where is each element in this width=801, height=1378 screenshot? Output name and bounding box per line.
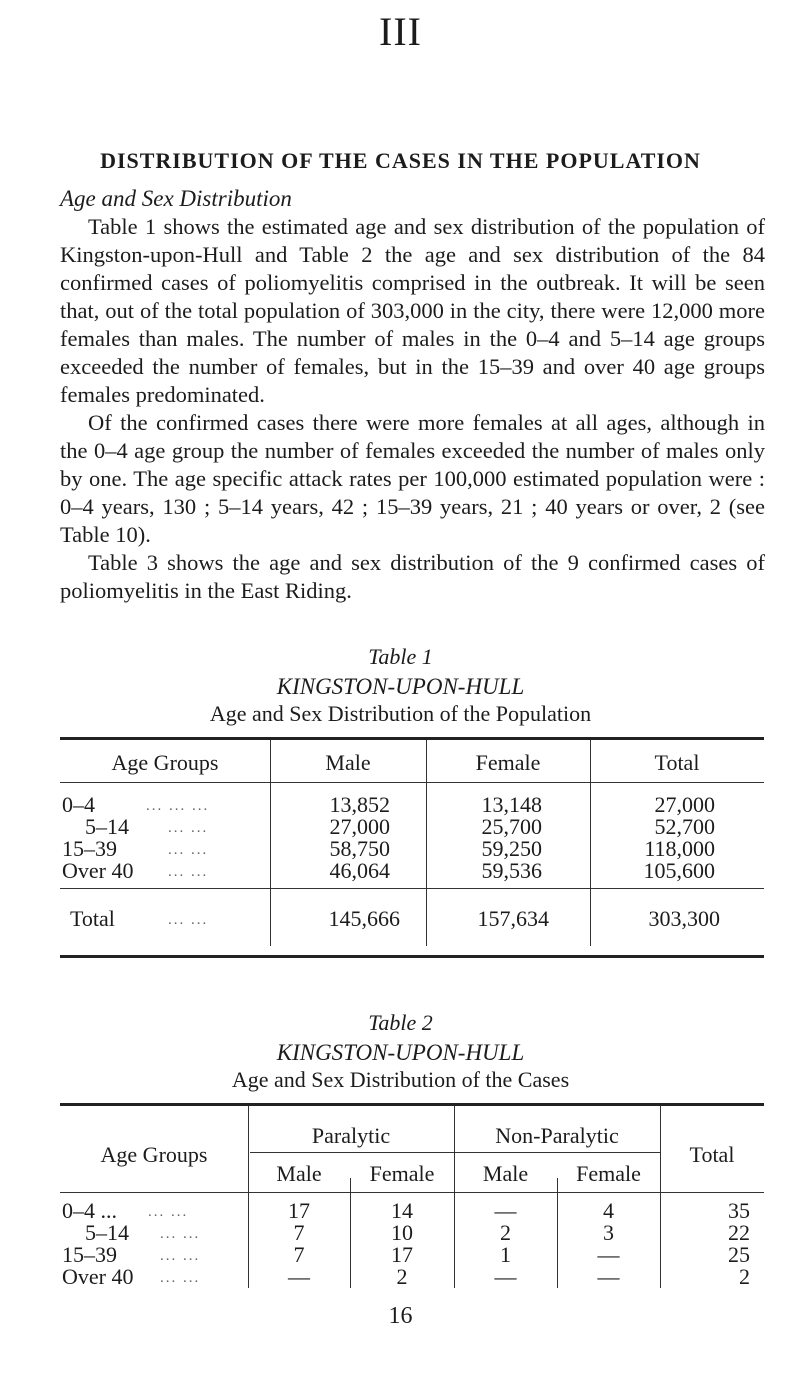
table2-title: KINGSTON-UPON-HULL: [276, 1040, 525, 1065]
table1-header-male: Male: [325, 750, 371, 775]
table2-row-p-male: —: [288, 1264, 310, 1289]
table1-header-total: Total: [654, 750, 700, 775]
table1-row-leader: ... ...: [168, 820, 209, 836]
table2-sub-nonparalytic-female: Female: [576, 1161, 641, 1186]
table2-header-nonparalytic: Non-Paralytic: [495, 1123, 619, 1148]
table2-header-total: Total: [689, 1142, 735, 1167]
table2-row-n-female: —: [597, 1264, 620, 1289]
table1-total-label: Total: [70, 906, 115, 931]
chapter-number: III: [379, 9, 422, 54]
table2-row-n-female: 3: [603, 1220, 614, 1245]
table1-total-total: 303,300: [648, 906, 720, 931]
table1-row-total: 52,700: [654, 814, 715, 839]
table2-row-p-male: 7: [293, 1220, 305, 1245]
table2-row-age: 15–39: [62, 1242, 117, 1267]
table2-header-rule: [60, 1192, 764, 1193]
table2-header-age: Age Groups: [100, 1142, 208, 1167]
table2-row-total: 25: [728, 1242, 750, 1267]
table2-row-p-male: 17: [288, 1198, 310, 1223]
table2-row-leader: ... ...: [160, 1226, 201, 1242]
table1-row-leader: ... ...: [168, 864, 209, 880]
table1-header-female: Female: [475, 750, 541, 775]
table1-top-rule: [60, 737, 764, 740]
table1-label: Table 1: [368, 644, 433, 669]
table1-row-leader: ... ...: [168, 842, 209, 858]
table2-header-paralytic: Paralytic: [311, 1123, 391, 1148]
table1-subtitle: Age and Sex Distribution of the Population: [209, 701, 592, 726]
table1-bottom-rule: [60, 955, 764, 958]
table2-row-n-male: —: [494, 1264, 517, 1289]
table2-row-age: Over 40: [62, 1264, 134, 1289]
table1-row-leader: ... ... ...: [146, 798, 210, 814]
table2-row-p-female: 17: [391, 1242, 413, 1267]
page-number: 16: [388, 1303, 413, 1329]
table1-row-age: Over 40: [62, 858, 134, 883]
table2-row-n-male: —: [494, 1198, 517, 1223]
table1-row-age: 5–14: [85, 814, 129, 839]
table1-row-total: 105,600: [643, 858, 715, 883]
table2-row-leader: ... ...: [148, 1204, 189, 1220]
table2-row-leader: ... ...: [160, 1270, 201, 1286]
table1-row-age: 15–39: [62, 836, 117, 861]
table2-subtitle: Age and Sex Distribution of the Cases: [231, 1067, 570, 1092]
table1-row-male: 27,000: [329, 814, 390, 839]
table1-row-female: 25,700: [481, 814, 542, 839]
table1-total-rule: [60, 888, 764, 889]
table2-sub-paralytic-male: Male: [276, 1161, 322, 1186]
table2-row-total: 22: [728, 1220, 750, 1245]
table1-row-male: 58,750: [329, 836, 390, 861]
table2-sub-nonparalytic-male: Male: [482, 1161, 529, 1186]
table2-label: Table 2: [368, 1010, 433, 1035]
table2-row-p-female: 2: [396, 1264, 408, 1289]
table2-row-n-female: —: [597, 1242, 620, 1267]
paragraph-1: Table 1 shows the estimated age and sex distribution of the population of Kingston-upon-Hull and Table 2 the age and sex distribution of the 84 confirmed cases of poliomyelitis comprised in the outbreak. It will be seen that, out of the total population of 303,000 in the city, there were 12,000 more females than males. The number of males in the 0–4 and 5–14 age groups exceeded the number of females, but in the 15–39 and over 40 age groups females predominated.: [60, 214, 765, 407]
table1-total-leader: ... ...: [168, 912, 209, 928]
table1-row-male: 13,852: [329, 792, 390, 817]
table2-row-total: 35: [728, 1198, 750, 1223]
paragraph-3: Table 3 shows the age and sex distribution of the 9 confirmed cases of poliomyelitis in the East Riding.: [60, 550, 765, 603]
table1-header-age: Age Groups: [111, 750, 219, 775]
table2-group-rule: [250, 1152, 660, 1153]
table2-row-p-female: 10: [391, 1220, 413, 1245]
table1-title: KINGSTON-UPON-HULL: [276, 674, 525, 699]
table1-row-male: 46,064: [329, 858, 390, 883]
table2-top-rule: [60, 1103, 764, 1106]
table1-row-female: 59,536: [481, 858, 542, 883]
table1-row-total: 27,000: [654, 792, 715, 817]
table2-row-age: 0–4 ...: [62, 1198, 117, 1223]
table2-row-n-male: 2: [500, 1220, 511, 1245]
table1-total-male: 145,666: [328, 906, 400, 931]
table2-row-age: 5–14: [85, 1220, 129, 1245]
paragraph-2: Of the confirmed cases there were more females at all ages, although in the 0–4 age group the number of females exceeded the number of males only by one. The age specific attack rates per 100,000 estimated population were : 0–4 years, 130 ; 5–14 years, 42 ; 15–39 years, 21 ; 40 years or over, 2 (see Table 10).: [60, 410, 765, 547]
table2-row-leader: ... ...: [160, 1248, 201, 1264]
table2-row-n-male: 1: [500, 1242, 511, 1267]
table2-row-n-female: 4: [603, 1198, 614, 1223]
table2-row-total: 2: [739, 1264, 750, 1289]
table1-row-total: 118,000: [644, 836, 715, 861]
table1-row-age: 0–4: [62, 792, 95, 817]
section-heading: DISTRIBUTION OF THE CASES IN THE POPULATION: [100, 148, 701, 173]
table1-row-female: 13,148: [481, 792, 542, 817]
subheading: Age and Sex Distribution: [60, 186, 292, 211]
table2-row-p-male: 7: [293, 1242, 305, 1267]
table2-row-p-female: 14: [391, 1198, 413, 1223]
table1-total-female: 157,634: [477, 906, 549, 931]
table2-sub-paralytic-female: Female: [369, 1161, 435, 1186]
table1-header-rule: [60, 782, 764, 783]
table1-row-female: 59,250: [481, 836, 542, 861]
